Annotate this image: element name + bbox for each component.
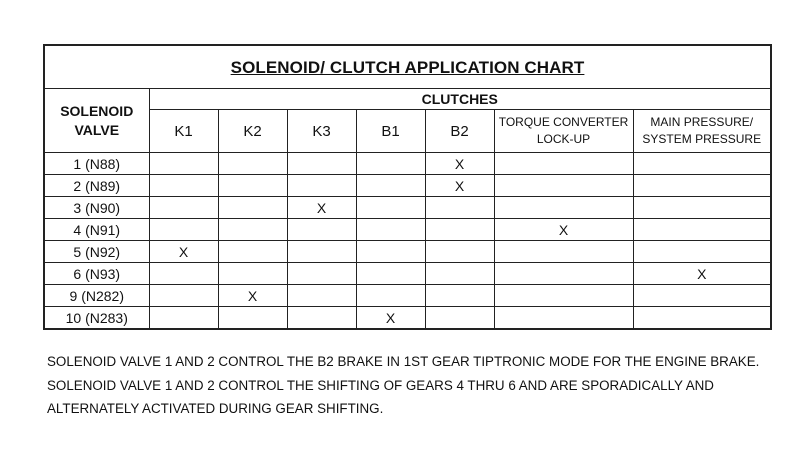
application-mark: X [149, 241, 218, 263]
chart-notes [47, 350, 767, 421]
empty-cell [633, 307, 771, 330]
empty-cell [633, 175, 771, 197]
empty-cell [149, 219, 218, 241]
column-header: K1 [149, 110, 218, 153]
empty-cell [425, 307, 494, 330]
application-mark: X [425, 153, 494, 175]
empty-cell [356, 153, 425, 175]
empty-cell [494, 241, 633, 263]
solenoid-valve-cell: 10 (N283) [44, 307, 149, 330]
table-row [44, 307, 771, 330]
empty-cell [149, 153, 218, 175]
empty-cell [287, 175, 356, 197]
empty-cell [287, 153, 356, 175]
empty-cell [218, 307, 287, 330]
empty-cell [218, 153, 287, 175]
empty-cell [494, 153, 633, 175]
solenoid-valve-cell: 1 (N88) [44, 153, 149, 175]
empty-cell [633, 197, 771, 219]
empty-cell [494, 285, 633, 307]
empty-cell [356, 219, 425, 241]
solenoid-valve-cell: 2 (N89) [44, 175, 149, 197]
solenoid-valve-cell: 9 (N282) [44, 285, 149, 307]
empty-cell [494, 307, 633, 330]
empty-cell [633, 285, 771, 307]
table-row [44, 285, 771, 307]
column-header: K2 [218, 110, 287, 153]
application-mark: X [633, 263, 771, 285]
chart-title-cell [44, 45, 771, 89]
note-line: ALTERNATELY ACTIVATED DURING GEAR SHIFTING. [47, 401, 384, 416]
empty-cell [633, 241, 771, 263]
application-mark: X [356, 307, 425, 330]
empty-cell [425, 219, 494, 241]
application-mark: X [287, 197, 356, 219]
column-header: B2 [425, 110, 494, 153]
column-header-row [44, 110, 771, 153]
empty-cell [356, 175, 425, 197]
solenoid-valve-cell: 4 (N91) [44, 219, 149, 241]
empty-cell [633, 153, 771, 175]
column-header: TORQUE CONVERTER LOCK-UP [494, 110, 633, 153]
chart-title: SOLENOID/ CLUTCH APPLICATION CHART [230, 57, 585, 77]
empty-cell [218, 241, 287, 263]
empty-cell [149, 263, 218, 285]
solenoid-valve-cell: 3 (N90) [44, 197, 149, 219]
empty-cell [218, 197, 287, 219]
solenoid-valve-cell: 6 (N93) [44, 263, 149, 285]
column-header: K3 [287, 110, 356, 153]
empty-cell [356, 285, 425, 307]
note-line: SOLENOID VALVE 1 AND 2 CONTROL THE SHIFTING OF GEARS 4 THRU 6 AND ARE SPORADICALLY AND [47, 377, 714, 393]
chart-body [44, 153, 771, 330]
empty-cell [356, 263, 425, 285]
application-mark: X [494, 219, 633, 241]
table-row [44, 241, 771, 263]
empty-cell [425, 285, 494, 307]
solenoid-clutch-chart [43, 44, 772, 330]
column-header: B1 [356, 110, 425, 153]
solenoid-valve-cell: 5 (N92) [44, 241, 149, 263]
empty-cell [425, 197, 494, 219]
table-row [44, 263, 771, 285]
empty-cell [149, 307, 218, 330]
application-mark: X [218, 285, 287, 307]
table-row [44, 197, 771, 219]
empty-cell [356, 197, 425, 219]
note-line: SOLENOID VALVE 1 AND 2 CONTROL THE B2 BRAKE IN 1ST GEAR TIPTRONIC MODE FOR THE ENGINE BRAKE. [47, 354, 760, 369]
application-mark: X [425, 175, 494, 197]
empty-cell [287, 241, 356, 263]
empty-cell [218, 219, 287, 241]
empty-cell [356, 241, 425, 263]
empty-cell [218, 175, 287, 197]
empty-cell [287, 285, 356, 307]
empty-cell [218, 263, 287, 285]
empty-cell [149, 197, 218, 219]
table-row [44, 153, 771, 175]
table-row [44, 219, 771, 241]
empty-cell [494, 197, 633, 219]
empty-cell [494, 175, 633, 197]
empty-cell [287, 263, 356, 285]
table-row [44, 175, 771, 197]
empty-cell [425, 241, 494, 263]
empty-cell [287, 307, 356, 330]
empty-cell [287, 219, 356, 241]
empty-cell [149, 285, 218, 307]
column-header: MAIN PRESSURE/ SYSTEM PRESSURE [633, 110, 771, 153]
empty-cell [149, 175, 218, 197]
empty-cell [494, 263, 633, 285]
solenoid-valve-header: SOLENOID VALVE [44, 89, 149, 153]
empty-cell [425, 263, 494, 285]
clutches-header: CLUTCHES [149, 89, 771, 110]
empty-cell [633, 219, 771, 241]
